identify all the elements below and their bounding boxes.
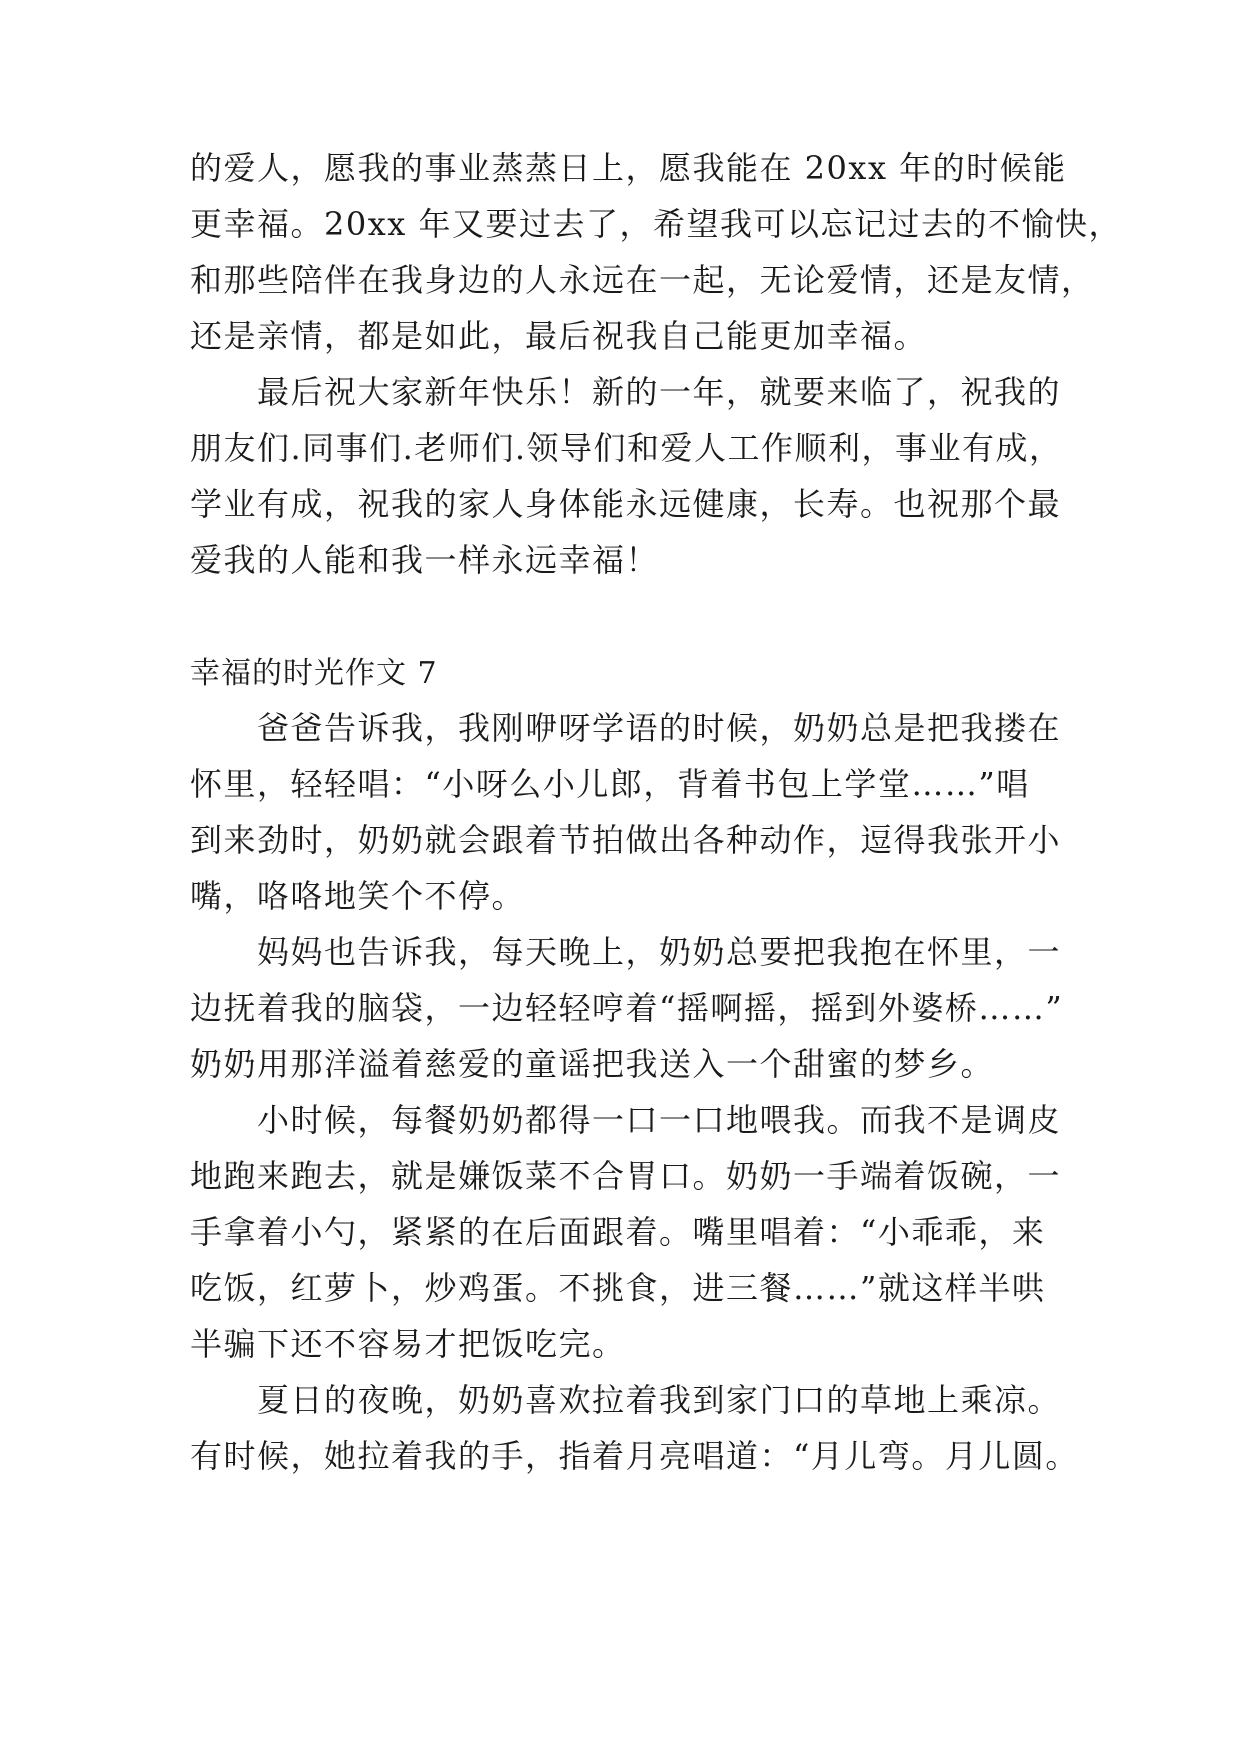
text-line: 爸爸告诉我，我刚咿呀学语的时候，奶奶总是把我搂在 [190,709,1062,747]
text-line: 最后祝大家新年快乐！新的一年，就要来临了，祝我的 [190,373,1062,411]
text-line: 夏日的夜晚，奶奶喜欢拉着我到家门口的草地上乘凉。 [190,1381,1062,1419]
text-line: 地跑来跑去，就是嫌饭菜不合胃口。奶奶一手端着饭碗，一 [190,1157,1062,1195]
text-line: 的爱人，愿我的事业蒸蒸日上，愿我能在 20xx 年的时候能 [190,149,1067,187]
text-line: 爱我的人能和我一样永远幸福！ [190,541,660,579]
text-line: 还是亲情，都是如此，最后祝我自己能更加幸福。 [190,317,928,355]
text-line: 奶奶用那洋溢着慈爱的童谣把我送入一个甜蜜的梦乡。 [190,1045,995,1083]
text-line: 更幸福。20xx 年又要过去了，希望我可以忘记过去的不愉快， [190,205,1122,243]
text-line: 朋友们.同事们.老师们.领导们和爱人工作顺利，事业有成， [190,429,1063,467]
text-line: 嘴，咯咯地笑个不停。 [190,877,526,915]
text-line: 边抚着我的脑袋，一边轻轻哼着“摇啊摇，摇到外婆桥……” [190,989,1064,1027]
text-line: 妈妈也告诉我，每天晚上，奶奶总要把我抱在怀里，一 [190,933,1062,971]
text-line: 有时候，她拉着我的手，指着月亮唱道：“月儿弯。月儿圆。 [190,1437,1079,1475]
text-line: 学业有成，祝我的家人身体能永远健康，长寿。也祝那个最 [190,485,1062,523]
text-line: 手拿着小勺，紧紧的在后面跟着。嘴里唱着：“小乖乖，来 [190,1213,1046,1251]
essay-title: 幸福的时光作文 7 [190,656,438,691]
text-line: 小时候，每餐奶奶都得一口一口地喂我。而我不是调皮 [190,1101,1062,1139]
text-line: 怀里，轻轻唱：“小呀么小儿郎，背着书包上学堂……”唱 [190,765,1030,803]
text-line: 半骗下还不容易才把饭吃完。 [190,1325,626,1363]
text-line: 吃饭，红萝卜，炒鸡蛋。不挑食，进三餐……”就这样半哄 [190,1269,1046,1307]
text-line: 到来劲时，奶奶就会跟着节拍做出各种动作，逗得我张开小 [190,821,1062,859]
text-line: 和那些陪伴在我身边的人永远在一起，无论爱情，还是友情， [190,261,1095,299]
